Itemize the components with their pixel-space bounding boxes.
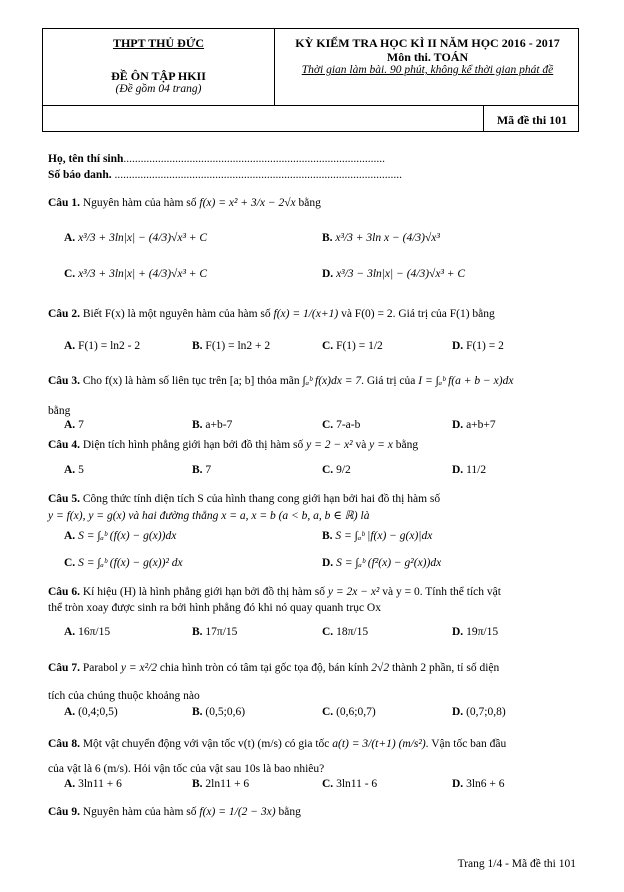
q7-option-d: D. (0,7;0,8) [452, 706, 506, 718]
header-divider-horizontal [43, 105, 578, 106]
exam-code: Mã đề thi 101 [496, 113, 568, 127]
q2-option-a: A. F(1) = ln2 - 2 [64, 340, 141, 352]
q8-option-b: B. 2ln11 + 6 [192, 778, 250, 790]
q5-line-2: y = f(x), y = g(x) và hai đường thẳng x = a, x = b (a < b, a, b ∈ ℝ) là [48, 510, 370, 522]
question-9: Câu 9. Nguyên hàm của hàm số f(x) = 1/(2 − 3x) bằng [48, 806, 301, 818]
question-8: Câu 8. Một vật chuyển động với vận tốc v(t) (m/s) có gia tốc a(t) = 3/(t+1) (m/s²). Vận tốc ban đầu [48, 738, 507, 750]
q1-option-b: B. x³/3 + 3ln x − (4/3)√x³ [322, 232, 440, 244]
q6-line-2: thể tròn xoay được sinh ra bởi hình phẳng đó khi nó quay quanh trục Ox [48, 602, 381, 614]
q7-line-2: tích của chúng thuộc khoảng nào [48, 690, 200, 702]
question-3: Câu 3. Cho f(x) là hàm số liên tục trên [a; b] thỏa mãn ∫ₐᵇ f(x)dx = 7. Giá trị của I = ∫ₐᵇ f(a + b − x)dx [48, 375, 514, 387]
question-6: Câu 6. Kí hiệu (H) là hình phẳng giới hạn bởi đồ thị hàm số y = 2x − x² và y = 0. Tính thể tích vật [48, 586, 501, 598]
q3-option-b: B. a+b-7 [192, 419, 233, 431]
q4-option-b: B. 7 [192, 464, 212, 476]
q1-option-a: A. x³/3 + 3ln|x| − (4/3)√x³ + C [64, 232, 208, 244]
q4-option-c: C. 9/2 [322, 464, 351, 476]
q3-tail: bằng [48, 405, 71, 417]
student-id-label: Số báo danh. .................................................................................................... [48, 169, 402, 181]
q2-option-c: C. F(1) = 1/2 [322, 340, 383, 352]
q8-line-2: của vật là 6 (m/s). Hỏi vận tốc của vật sau 10s là bao nhiêu? [48, 763, 325, 775]
exam-subject: Môn thi. TOÁN [386, 50, 469, 64]
q1-function: f(x) = x² + 3/x − 2√x [199, 197, 296, 209]
q3-option-d: D. a+b+7 [452, 419, 496, 431]
question-1: Câu 1. Nguyên hàm của hàm số f(x) = x² + 3/x − 2√x bằng [48, 197, 321, 209]
doc-type: ĐỀ ÔN TẬP HKII [111, 69, 206, 83]
q6-option-c: C. 18π/15 [322, 626, 369, 638]
q2-option-d: D. F(1) = 2 [452, 340, 504, 352]
student-name-label: Họ, tên thí sinh........................................................................................... [48, 153, 386, 165]
q3-integral-2: I = ∫ₐᵇ f(a + b − x)dx [418, 375, 514, 387]
q2-function: f(x) = 1/(x+1) [273, 308, 339, 320]
q7-option-b: B. (0,5;0,6) [192, 706, 246, 718]
q2-option-b: B. F(1) = ln2 + 2 [192, 340, 271, 352]
q8-option-d: D. 3ln6 + 6 [452, 778, 505, 790]
school-name: THPT THỦ ĐỨC [112, 36, 205, 50]
page-footer: Trang 1/4 - Mã đề thi 101 [457, 858, 576, 870]
q5-option-c: C. S = ∫ₐᵇ (f(x) − g(x))² dx [64, 557, 183, 569]
question-2: Câu 2. Biết F(x) là một nguyên hàm của hàm số f(x) = 1/(x+1) và F(0) = 2. Giá trị của F(1) bằng [48, 308, 495, 320]
exam-title: KỲ KIỂM TRA HỌC KÌ II NĂM HỌC 2016 - 2017 [295, 36, 560, 50]
q6-option-b: B. 17π/15 [192, 626, 238, 638]
header-table [42, 28, 579, 132]
q5-option-d: D. S = ∫ₐᵇ (f²(x) − g²(x))dx [322, 557, 442, 569]
q7-option-c: C. (0,6;0,7) [322, 706, 376, 718]
q1-option-c: C. x³/3 + 3ln|x| + (4/3)√x³ + C [64, 268, 208, 280]
q3-option-a: A. 7 [64, 419, 84, 431]
question-7: Câu 7. Parabol y = x²/2 chia hình tròn có tâm tại gốc tọa độ, bán kính 2√2 thành 2 phần, tỉ số diện [48, 662, 500, 674]
q4-option-d: D. 11/2 [452, 464, 487, 476]
q5-option-b: B. S = ∫ₐᵇ |f(x) − g(x)|dx [322, 530, 433, 542]
question-5: Câu 5. Công thức tính diện tích S của hình thang cong giới hạn bởi hai đồ thị hàm số [48, 493, 441, 505]
q8-option-c: C. 3ln11 - 6 [322, 778, 378, 790]
q1-option-d: D. x³/3 − 3ln|x| − (4/3)√x³ + C [322, 268, 466, 280]
exam-time-note: Thời gian làm bài. 90 phút, không kể thời gian phát đề [301, 64, 554, 76]
question-4: Câu 4. Diện tích hình phẳng giới hạn bởi đồ thị hàm số y = 2 − x² và y = x bằng [48, 439, 419, 451]
q3-integral-1: ∫ₐᵇ f(x)dx = 7 [302, 375, 362, 387]
q7-option-a: A. (0,4;0,5) [64, 706, 118, 718]
q3-option-c: C. 7-a-b [322, 419, 361, 431]
q5-option-a: A. S = ∫ₐᵇ (f(x) − g(x))dx [64, 530, 177, 542]
q4-option-a: A. 5 [64, 464, 84, 476]
q6-option-a: A. 16π/15 [64, 626, 111, 638]
pages-note: (Đề gồm 04 trang) [115, 83, 202, 95]
q8-option-a: A. 3ln11 + 6 [64, 778, 122, 790]
q6-option-d: D. 19π/15 [452, 626, 499, 638]
